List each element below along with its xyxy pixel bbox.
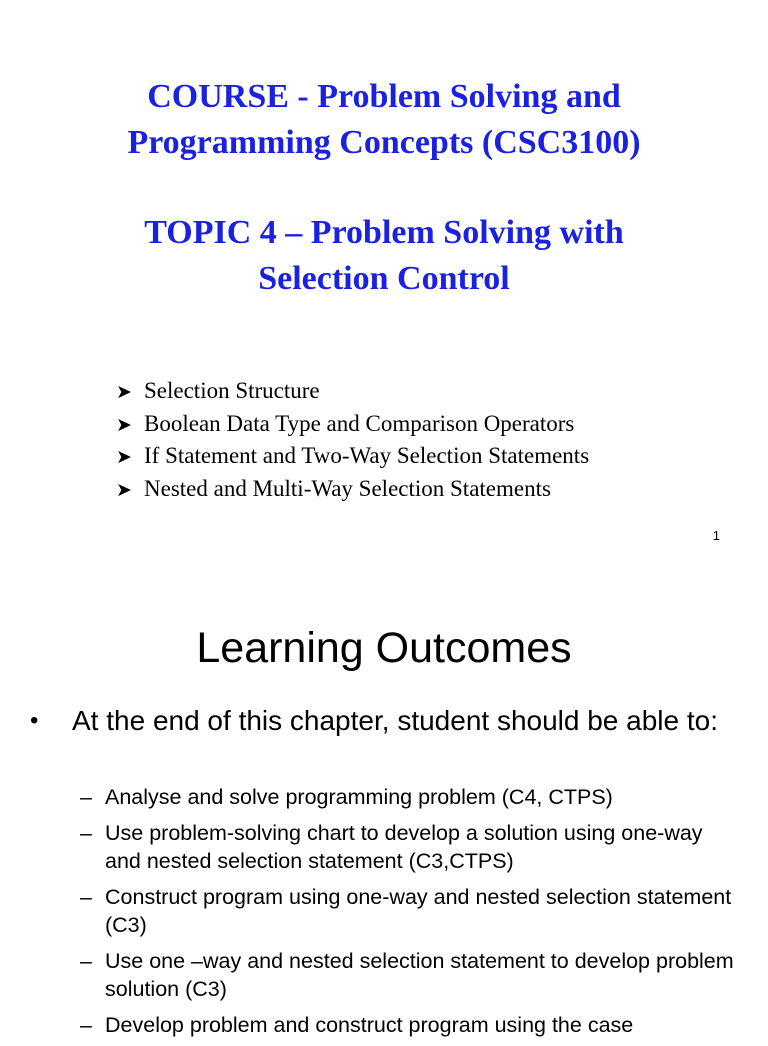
outcome-item (80, 947, 740, 1004)
outcome-text: Use problem-solving chart to develop a solution using one-way and nested selection statement (C3,CTPS) (105, 820, 703, 873)
arrow-bullet-icon: ➤ (116, 414, 132, 436)
outcome-item (80, 883, 740, 940)
outcome-item (80, 819, 740, 876)
outcome-text: Develop problem and construct program using the case (105, 1012, 634, 1037)
topic-list-item (116, 474, 589, 507)
dash-bullet-icon: – (80, 820, 92, 845)
arrow-bullet-icon: ➤ (116, 382, 132, 403)
dash-bullet-icon: – (80, 785, 92, 809)
topic-label: Selection Structure (144, 378, 320, 403)
topic-label: Boolean Data Type and Comparison Operators (144, 410, 575, 436)
dash-bullet-icon: – (80, 948, 92, 973)
arrow-bullet-icon: ➤ (116, 447, 132, 468)
course-title-line: COURSE - Problem Solving and (147, 78, 621, 115)
outcome-text: Construct program using one-way and nested selection statement (C3) (105, 884, 732, 937)
topic-label: Nested and Multi-Way Selection Statements (144, 475, 551, 501)
outcome-item (80, 1011, 740, 1040)
outcome-item (80, 783, 740, 812)
topic-list-item (116, 409, 589, 442)
intro-text: At the end of this chapter, student should be able to: (72, 705, 719, 736)
learning-outcomes-heading: Learning Outcomes (196, 624, 572, 672)
topic-title-line: Selection Control (258, 260, 510, 297)
topic-list-item (116, 376, 589, 409)
page-number: 1 (712, 528, 720, 543)
course-title (0, 74, 768, 166)
outcome-text: Analyse and solve programming problem (C4, CTPS) (105, 785, 613, 809)
dash-bullet-icon: – (80, 884, 92, 909)
slide-2 (0, 570, 768, 1037)
dot-bullet-icon: • (30, 707, 39, 734)
intro-bullet (30, 702, 746, 740)
course-title-line: Programming Concepts (CSC3100) (127, 124, 641, 161)
topic-title (0, 210, 768, 302)
outcomes-list (80, 783, 740, 1046)
dash-bullet-icon: – (80, 1012, 92, 1037)
arrow-bullet-icon: ➤ (116, 479, 132, 501)
topic-list-item (116, 441, 589, 474)
outcome-text: Use one –way and nested selection statement to develop problem solution (C3) (105, 948, 734, 1001)
topic-label: If Statement and Two-Way Selection Statements (144, 443, 590, 468)
topic-title-line: TOPIC 4 – Problem Solving with (144, 214, 624, 251)
topic-list (116, 376, 589, 506)
